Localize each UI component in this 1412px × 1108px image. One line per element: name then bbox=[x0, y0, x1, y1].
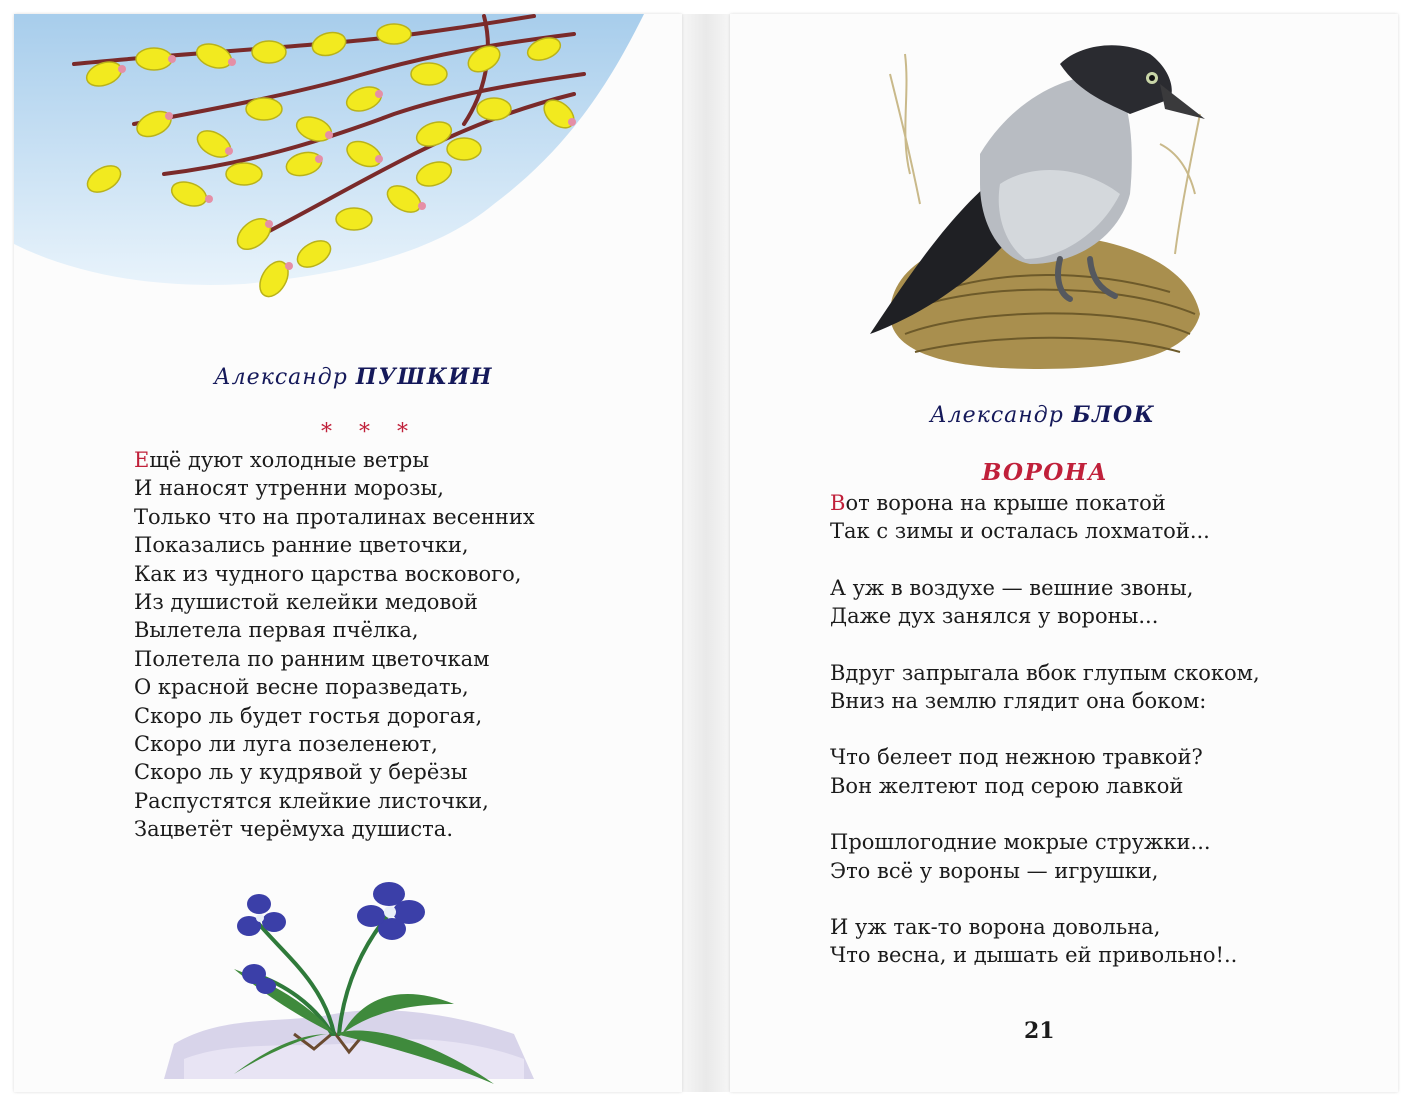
poem-line: Зацветёт черёмуха душиста. bbox=[134, 817, 453, 842]
poem-line: Это всё у вороны — игрушки, bbox=[830, 858, 1159, 883]
poem-line: Как из чудного царства воскового, bbox=[134, 561, 522, 586]
author-first-name: Александр bbox=[930, 403, 1064, 428]
poem-line: Вниз на землю глядит она боком: bbox=[830, 688, 1207, 713]
poem-line: Скоро ль у кудрявой у берёзы bbox=[134, 760, 468, 785]
poem-line: Даже дух занялся у вороны... bbox=[830, 604, 1159, 629]
poem-line: О красной весне поразведать, bbox=[134, 675, 469, 700]
drop-letter: Е bbox=[134, 448, 150, 472]
stanza-gap bbox=[830, 631, 1260, 659]
poem-line: Только что на проталинах весенних bbox=[134, 504, 535, 529]
poem-line: Распустятся клейкие листочки, bbox=[134, 788, 489, 813]
poem-line: И наносят утренни морозы, bbox=[134, 476, 444, 501]
author-last-name: ПУШКИН bbox=[355, 364, 493, 390]
stars-divider: * * * bbox=[321, 420, 418, 445]
author-name-pushkin bbox=[214, 364, 493, 390]
willow-branch-icon bbox=[14, 14, 644, 314]
poem-line: Вылетела первая пчёлка, bbox=[134, 618, 419, 643]
author-last-name: БЛОК bbox=[1071, 402, 1156, 428]
right-page bbox=[730, 14, 1398, 1092]
stanza-gap bbox=[830, 715, 1260, 743]
stanza-gap bbox=[830, 885, 1260, 913]
blok-poem bbox=[830, 489, 1260, 970]
stanza-gap bbox=[830, 546, 1260, 574]
poem-line bbox=[830, 489, 1260, 517]
drop-letter: В bbox=[830, 491, 846, 515]
poem-line: Что белеет под нежною травкой? bbox=[830, 745, 1203, 770]
poem-title: ВОРОНА bbox=[982, 459, 1109, 486]
book-spine bbox=[682, 14, 730, 1092]
left-page bbox=[14, 14, 682, 1092]
first-line-rest: от ворона на крыше покатой bbox=[845, 491, 1166, 515]
poem-line: Вон желтеют под серою лавкой bbox=[830, 773, 1184, 798]
crow-on-nest-icon bbox=[830, 34, 1290, 374]
poem-line: Из душистой келейки медовой bbox=[134, 589, 478, 614]
pushkin-poem bbox=[134, 446, 535, 843]
poem-line bbox=[134, 446, 535, 474]
author-name-blok bbox=[930, 402, 1155, 428]
poem-line: Что весна, и дышать ей привольно!.. bbox=[830, 943, 1238, 968]
poem-line: Прошлогодние мокрые стружки... bbox=[830, 830, 1211, 855]
author-first-name: Александр bbox=[214, 365, 348, 390]
stanza-gap bbox=[830, 800, 1260, 828]
poem-line: А уж в воздухе — вешние звоны, bbox=[830, 575, 1194, 600]
first-line-rest: щё дуют холодные ветры bbox=[149, 448, 430, 472]
page-number: 21 bbox=[1024, 1018, 1055, 1044]
poem-line: Вдруг запрыгала вбок глупым скоком, bbox=[830, 660, 1260, 685]
poem-line: Полетела по ранним цветочкам bbox=[134, 646, 490, 671]
poem-line: Скоро ли луга позеленеют, bbox=[134, 731, 438, 756]
poem-line: Так с зимы и осталась лохматой... bbox=[830, 519, 1210, 544]
poem-line: Показались ранние цветочки, bbox=[134, 533, 469, 558]
violet-flower-icon bbox=[164, 874, 544, 1084]
poem-line: И уж так-то ворона довольна, bbox=[830, 914, 1161, 939]
poem-line: Скоро ль будет гостья дорогая, bbox=[134, 703, 483, 728]
